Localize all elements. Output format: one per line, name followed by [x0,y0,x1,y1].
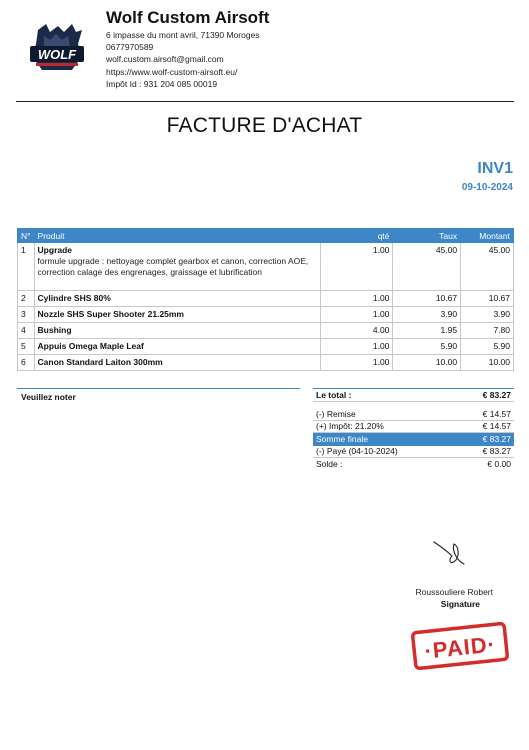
row-number: 4 [18,323,35,339]
row-rate: 3.90 [393,307,461,323]
table-row [18,307,514,323]
total-row [313,388,514,402]
row-quantity: 1.00 [320,307,393,323]
table-header-row [18,229,514,243]
product-title: Appuis Omega Maple Leaf [37,341,144,351]
row-quantity: 1.00 [320,243,393,291]
row-amount: 7.80 [461,323,514,339]
row-amount: 5.90 [461,339,514,355]
row-product [34,243,320,291]
row-rate: 45.00 [393,243,461,291]
paid-stamp [410,622,510,670]
total-label: Le total : [316,390,352,400]
paid-row [313,446,514,459]
company-website: https://www.wolf-custom-airsoft.eu/ [106,66,238,77]
product-title: Canon Standard Laiton 300mm [37,357,163,367]
company-address: 6 impasse du mont avril, 71390 Moroges [106,30,260,40]
paid-label: (-) Payé (04-10-2024) [316,446,398,457]
row-product [34,307,320,323]
row-product [34,355,320,371]
note-label: Veuillez noter [17,388,300,405]
tax-label: (+) Impôt: 21.20% [316,421,384,432]
row-number: 5 [18,339,35,355]
discount-row [313,408,514,421]
total-value: € 83.27 [482,390,511,400]
product-title: Nozzle SHS Super Shooter 21.25mm [37,309,184,319]
final-sum-value: € 83.27 [482,433,511,444]
column-header-number: N° [18,229,35,243]
row-rate: 1.95 [393,323,461,339]
balance-label: Solde : [316,459,343,470]
row-amount: 10.67 [461,291,514,307]
document-title: FACTURE D'ACHAT [166,114,363,137]
row-amount: 3.90 [461,307,514,323]
svg-text:WOLF: WOLF [37,47,77,62]
row-rate: 10.67 [393,291,461,307]
table-row [18,291,514,307]
row-quantity: 1.00 [320,339,393,355]
discount-label: (-) Remise [316,408,356,419]
final-sum-label: Somme finale [316,433,368,444]
company-phone: 0677970589 [106,42,154,53]
table-row [18,355,514,371]
items-table [17,228,514,371]
product-title: Bushing [37,325,72,335]
product-title: Upgrade [37,245,73,255]
company-email: wolf.custom.airsoft@gmail.com [106,54,224,65]
product-description: formule upgrade : nettoyage complet gearbox et canon, correction AOE, correction calage des engrenages, graissage et lubrification [37,256,309,277]
table-row [18,243,514,291]
company-tax-id: Impôt Id : 931 204 085 00019 [106,78,218,89]
column-header-product: Produit [34,229,320,243]
handwritten-signature [420,538,480,568]
company-name: Wolf Custom Airsoft [106,8,270,27]
row-number: 2 [18,291,35,307]
totals-panel [313,388,514,471]
invoice-number: INV1 [477,160,513,177]
row-quantity: 1.00 [320,291,393,307]
row-number: 3 [18,307,35,323]
row-number: 1 [18,243,35,291]
svg-text:·PAID·: ·PAID· [423,631,498,664]
tax-row [313,421,514,434]
discount-value: € 14.57 [482,408,511,419]
table-row [18,339,514,355]
row-product [34,323,320,339]
column-header-quantity: qté [320,229,393,243]
column-header-rate: Taux [393,229,461,243]
wolf-logo-icon [28,22,86,74]
column-header-amount: Montant [461,229,514,243]
paid-value: € 83.27 [482,446,511,457]
row-amount: 10.00 [461,355,514,371]
row-rate: 5.90 [393,339,461,355]
balance-row [313,458,514,471]
signature-label: Signature [440,599,480,609]
header-divider [16,101,514,102]
row-rate: 10.00 [393,355,461,371]
signer-name: Roussouliere Robert [415,587,493,597]
row-quantity: 4.00 [320,323,393,339]
company-header [16,8,514,100]
row-product [34,291,320,307]
invoice-date: 09-10-2024 [461,182,513,193]
row-product [34,339,320,355]
row-amount: 45.00 [461,243,514,291]
tax-value: € 14.57 [482,421,511,432]
row-number: 6 [18,355,35,371]
product-title: Cylindre SHS 80% [37,293,111,303]
company-info [106,8,269,90]
balance-value: € 0.00 [487,459,511,470]
row-quantity: 1.00 [320,355,393,371]
table-row [18,323,514,339]
final-sum-row [313,433,514,446]
